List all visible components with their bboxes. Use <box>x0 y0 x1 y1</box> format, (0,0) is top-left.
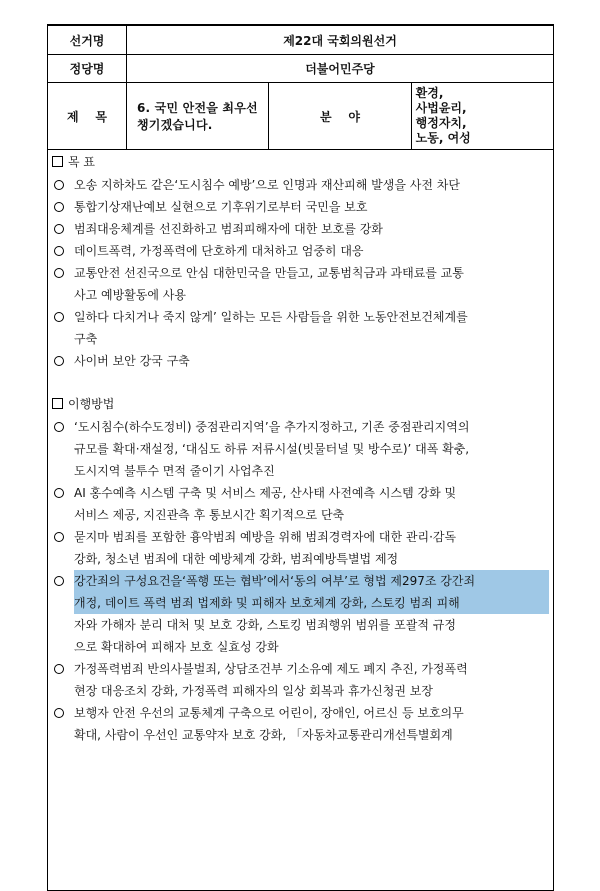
list-item-line: 오송 지하차도 같은‘도시침수 예방’으로 인명과 재산피해 발생을 사전 차단 <box>74 178 460 192</box>
goals-heading <box>52 150 549 174</box>
list-item <box>52 570 549 658</box>
list-item-line: 현장 대응조치 강화, 가정폭력 피해자의 일상 회복과 휴가신청권 보장 <box>74 684 433 698</box>
circle-bullet-icon <box>54 224 64 234</box>
election-value: 제22대 국회의원선거 <box>127 25 554 55</box>
list-item-line: 도시지역 불투수 면적 줄이기 사업추진 <box>74 464 275 478</box>
circle-bullet-icon <box>54 708 64 718</box>
list-item-line: 사고 예방활동에 사용 <box>74 288 186 302</box>
list-item-line: 데이트폭력, 가정폭력에 단호하게 대처하고 엄중히 대응 <box>74 244 364 258</box>
party-label: 정당명 <box>48 55 127 83</box>
field-value <box>411 83 553 150</box>
methods-heading <box>52 392 549 416</box>
circle-bullet-icon <box>54 180 64 190</box>
list-item-line: 구축 <box>74 332 98 346</box>
list-item <box>52 482 549 526</box>
list-item <box>52 658 549 702</box>
list-item <box>52 526 549 570</box>
field-value-line: 노동, 여성 <box>415 131 471 145</box>
circle-bullet-icon <box>54 422 64 432</box>
circle-bullet-icon <box>54 488 64 498</box>
circle-bullet-icon <box>54 246 64 256</box>
list-item-line: 강화, 청소년 범죄에 대한 예방체계 강화, 범죄예방특별법 제정 <box>74 552 399 566</box>
list-item-line: 강간죄의 구성요건을‘폭행 또는 협박’에서‘동의 여부’로 형법 제297조 강간죄 <box>74 570 549 592</box>
list-item-line: 규모를 확대·재설정, ‘대심도 하류 저류시설(빗물터널 및 방수로)’ 대폭 확충, <box>74 442 470 456</box>
list-item-line: 교통안전 선진국으로 안심 대한민국을 만들고, 교통범칙금과 과태료를 교통 <box>74 266 464 280</box>
list-item-line: 가정폭력범죄 반의사불벌죄, 상담조건부 기소유예 제도 폐지 추진, 가정폭력 <box>74 662 468 676</box>
list-item-line: 통합기상재난예보 실현으로 기후위기로부터 국민을 보호 <box>74 200 368 214</box>
checkbox-square-icon <box>52 156 63 167</box>
list-item <box>52 702 549 746</box>
field-value-line: 환경, <box>415 86 444 100</box>
list-item-line: AI 홍수예측 시스템 구축 및 서비스 제공, 산사태 사전예측 시스템 강화 및 <box>74 486 457 500</box>
pledge-document <box>47 24 554 891</box>
circle-bullet-icon <box>54 312 64 322</box>
list-item-line: 보행자 안전 우선의 교통체계 구축으로 어린이, 장애인, 어르신 등 보호의무 <box>74 706 464 720</box>
list-item-line: 개정, 데이트 폭력 범죄 법제화 및 피해자 보호체계 강화, 스토킹 범죄 피해 <box>74 592 549 614</box>
list-item <box>52 218 549 240</box>
header-table <box>47 24 554 150</box>
list-item-line: 으로 확대하여 피해자 보호 실효성 강화 <box>74 640 279 654</box>
list-item-line: 자와 가해자 분리 대처 및 보호 강화, 스토킹 범죄행위 범위를 포괄적 규정 <box>74 618 456 632</box>
list-item <box>52 196 549 218</box>
list-item-line: 서비스 제공, 지진관측 후 통보시간 획기적으로 단축 <box>74 508 345 522</box>
circle-bullet-icon <box>54 356 64 366</box>
field-value-line: 사법윤리, <box>415 101 467 115</box>
field-label: 분 야 <box>269 83 411 150</box>
goals-heading-text: 목 표 <box>68 155 95 169</box>
circle-bullet-icon <box>54 268 64 278</box>
list-item <box>52 240 549 262</box>
circle-bullet-icon <box>54 576 64 586</box>
content-body <box>47 150 554 891</box>
list-item-line: 사이버 보안 강국 구축 <box>74 354 190 368</box>
party-value: 더불어민주당 <box>127 55 554 83</box>
list-item-line: 묻지마 범죄를 포함한 흉악범죄 예방을 위해 범죄경력자에 대한 관리·감독 <box>74 530 457 544</box>
list-item-line: 범죄대응체계를 선진화하고 범죄피해자에 대한 보호를 강화 <box>74 222 383 236</box>
goals-list <box>52 174 549 372</box>
methods-heading-text: 이행방법 <box>68 397 115 411</box>
list-item-line: 확대, 사람이 우선인 교통약자 보호 강화, 「자동차교통관리개선특별회계 <box>74 728 453 742</box>
title-value: 6. 국민 안전을 최우선 챙기겠습니다. <box>127 83 269 150</box>
circle-bullet-icon <box>54 202 64 212</box>
list-item-line: 일하다 다치거나 죽지 않게’ 일하는 모든 사람들을 위한 노동안전보건체계를 <box>74 310 468 324</box>
circle-bullet-icon <box>54 664 64 674</box>
election-label: 선거명 <box>48 25 127 55</box>
list-item <box>52 262 549 306</box>
list-item <box>52 350 549 372</box>
circle-bullet-icon <box>54 532 64 542</box>
list-item <box>52 174 549 196</box>
list-item <box>52 306 549 350</box>
field-value-line: 행정자치, <box>415 116 467 130</box>
methods-list <box>52 416 549 746</box>
checkbox-square-icon <box>52 398 63 409</box>
list-item-line: ‘도시침수(하수도정비) 중점관리지역’을 추가지정하고, 기존 중점관리지역의 <box>74 420 470 434</box>
list-item <box>52 416 549 482</box>
title-label: 제 목 <box>48 83 127 150</box>
